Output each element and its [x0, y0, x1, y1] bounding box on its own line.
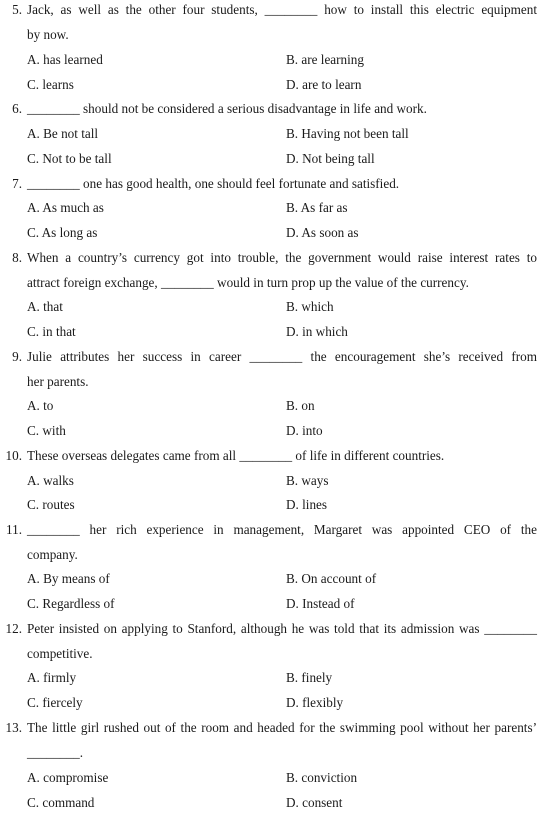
option-d: D. lines: [286, 497, 328, 512]
question-number: 10.: [5, 448, 22, 463]
question-stem-line: The little girl rushed out of the room and headed for the swimming pool without her parents’: [27, 720, 537, 735]
option-c: C. in that: [27, 324, 76, 339]
option-c: C. As long as: [27, 225, 98, 240]
question-stem-line: Peter insisted on applying to Stanford, although he was told that its admission was ________: [27, 621, 537, 636]
option-d: D. Not being tall: [286, 151, 375, 166]
option-a: A. compromise: [27, 770, 109, 785]
question-stem-line: competitive.: [27, 646, 93, 661]
option-c: C. learns: [27, 77, 74, 92]
option-b: B. As far as: [286, 200, 348, 215]
option-b: B. Having not been tall: [286, 126, 409, 141]
option-a: A. firmly: [27, 670, 77, 685]
option-a: A. Be not tall: [27, 126, 99, 141]
option-b: B. finely: [286, 670, 333, 685]
option-c: C. routes: [27, 497, 75, 512]
option-a: A. to: [27, 398, 54, 413]
option-c: C. fiercely: [27, 695, 83, 710]
question-number: 11.: [6, 522, 22, 537]
question-stem-line: her parents.: [27, 374, 89, 389]
option-c: C. command: [27, 795, 95, 810]
question-stem-line: ________ her rich experience in management, Margaret was appointed CEO of the: [27, 522, 537, 537]
question-stem-line: Jack, as well as the other four students, ________ how to install this electric equipment: [27, 2, 537, 17]
option-b: B. conviction: [286, 770, 358, 785]
option-a: A. that: [27, 299, 63, 314]
question-number: 13.: [5, 720, 22, 735]
option-b: B. On account of: [286, 571, 377, 586]
option-b: B. on: [286, 398, 315, 413]
option-b: B. ways: [286, 473, 329, 488]
option-b: B. which: [286, 299, 334, 314]
option-b: B. are learning: [286, 52, 364, 67]
question-stem-line: When a country’s currency got into trouble, the government would raise interest rates to: [27, 250, 537, 265]
question-stem-line: Julie attributes her success in career ________ the encouragement she’s received from: [27, 349, 537, 364]
option-c: C. Not to be tall: [27, 151, 112, 166]
question-stem-line: company.: [27, 547, 78, 562]
question-stem-line: These overseas delegates came from all ________ of life in different countries.: [27, 448, 445, 463]
option-a: A. As much as: [27, 200, 104, 215]
option-d: D. consent: [286, 795, 343, 810]
question-number: 7.: [12, 176, 22, 191]
option-d: D. are to learn: [286, 77, 362, 92]
option-d: D. Instead of: [286, 596, 355, 611]
option-a: A. By means of: [27, 571, 110, 586]
option-d: D. flexibly: [286, 695, 344, 710]
question-stem-line: by now.: [27, 27, 69, 42]
option-d: D. in which: [286, 324, 348, 339]
question-number: 12.: [5, 621, 22, 636]
question-stem-line: attract foreign exchange, ________ would in turn prop up the value of the currency.: [27, 275, 469, 290]
option-a: A. walks: [27, 473, 74, 488]
option-a: A. has learned: [27, 52, 103, 67]
option-c: C. Regardless of: [27, 596, 115, 611]
question-number: 8.: [12, 250, 22, 265]
option-c: C. with: [27, 423, 66, 438]
option-d: D. into: [286, 423, 323, 438]
question-number: 5.: [12, 2, 22, 17]
question-number: 6.: [12, 101, 22, 116]
question-number: 9.: [12, 349, 22, 364]
question-stem-line: ________ should not be considered a serious disadvantage in life and work.: [27, 101, 427, 116]
question-stem-line: ________ one has good health, one should feel fortunate and satisfied.: [27, 176, 400, 191]
option-d: D. As soon as: [286, 225, 359, 240]
question-stem-line: ________.: [27, 745, 84, 760]
